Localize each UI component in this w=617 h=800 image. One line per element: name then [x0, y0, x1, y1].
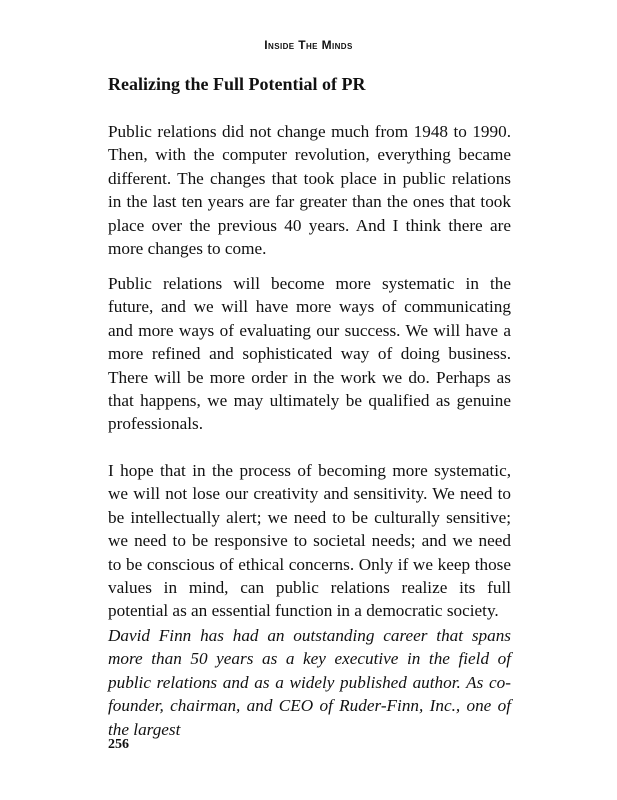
body-paragraph: I hope that in the process of becoming more systematic, we will not lose our creativity and sensitivity. We need to be intellectually alert; we need to be culturally sensitive; we need to be responsive to societal needs; and we need to be conscious of ethical concerns. Only if we keep those values in mind, can public relations realize its full potential as an essential function in a democratic society.	[108, 461, 511, 621]
section-title: Realizing the Full Potential of PR	[108, 74, 366, 94]
body-paragraph: Public relations will become more systematic in the future, and we will have more ways of communicating and more ways of evaluating our success. We will have a more refined and sophisticated way of doing business. There will be more order in the work we do. Perhaps as that happens, we may ultimately be qualified as genuine professionals.	[108, 274, 511, 434]
body-paragraph: Public relations did not change much from 1948 to 1990. Then, with the computer revolution, everything became different. The changes that took place in public relations in the last ten years are far greater than the ones that took place over the previous 40 years. And I think there are more changes to come.	[108, 122, 511, 259]
running-header: Inside The Minds	[264, 38, 353, 52]
page-number: 256	[108, 737, 129, 752]
author-bio: David Finn has had an outstanding career that spans more than 50 years as a key executive in the field of public relations and as a widely published author. As co-founder, chairman, and CEO of Ruder-Finn, Inc., one of the largest	[108, 626, 511, 739]
